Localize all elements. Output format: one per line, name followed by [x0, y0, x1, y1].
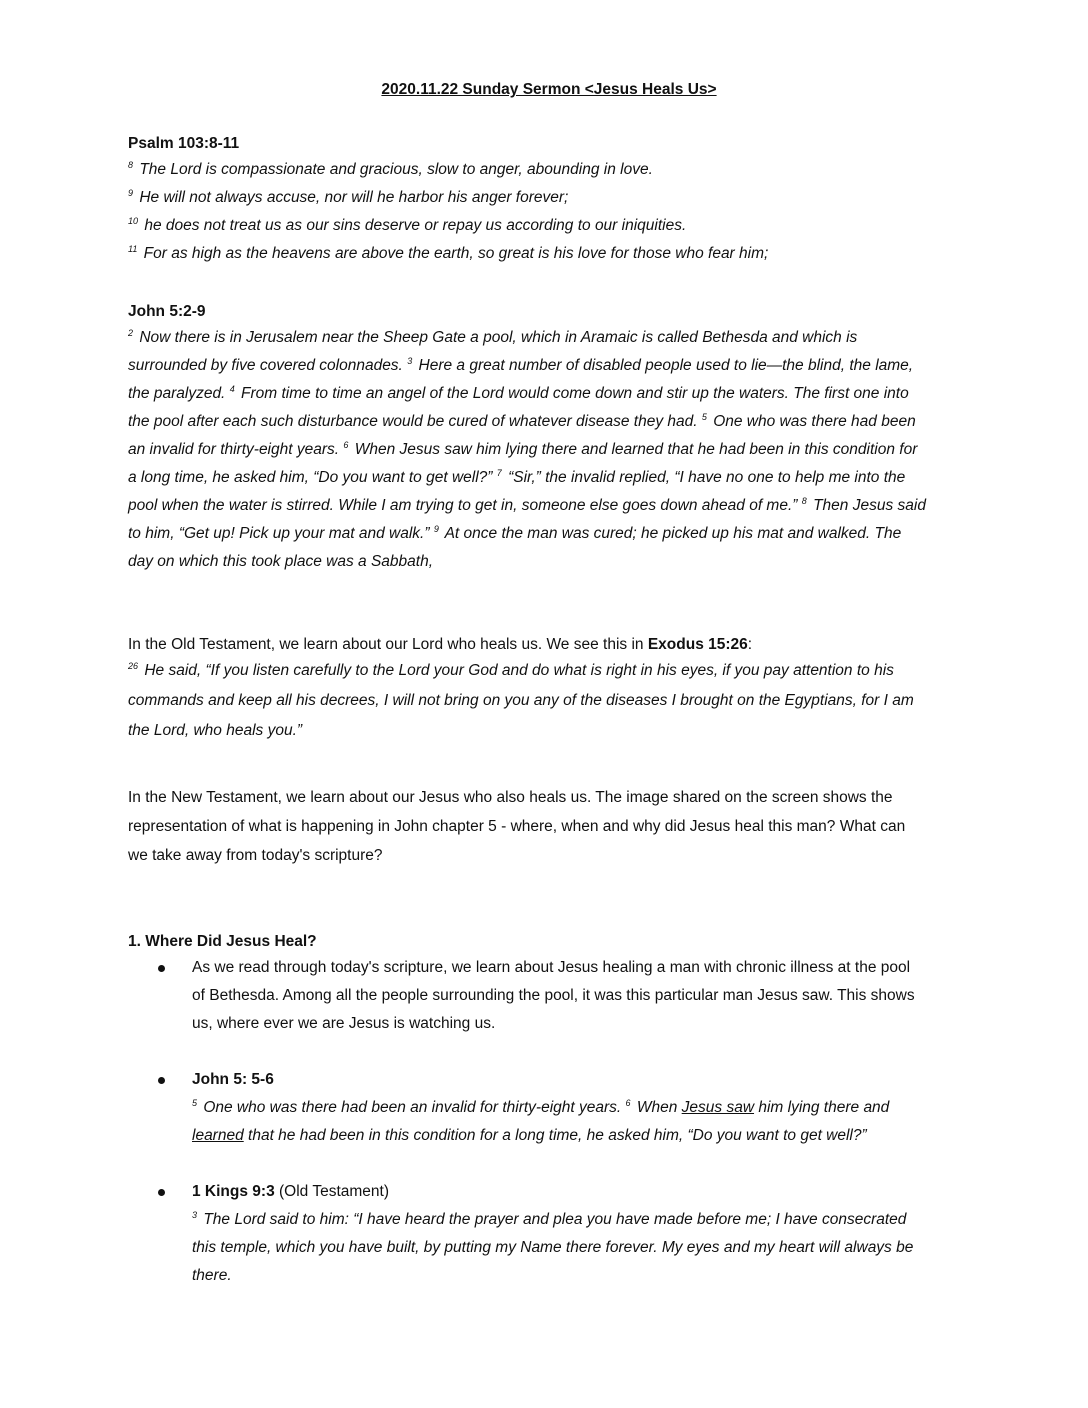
bullet-dot-icon	[158, 965, 165, 972]
verse-line	[128, 156, 958, 184]
psalm-passage	[128, 134, 958, 268]
bullet-line: As we read through today's scripture, we learn about Jesus healing a man with chronic illness at the pool	[192, 959, 911, 976]
exodus-line	[128, 656, 958, 686]
passage-text: When Jesus saw him lying there and learned that he had been in this condition for	[354, 441, 918, 458]
bullet-item	[128, 954, 958, 1038]
verse-number: 2	[128, 328, 134, 338]
bullet-reference-line	[192, 1178, 958, 1206]
passage-text: At once the man was cured; he picked up his mat and walked. The	[444, 525, 902, 542]
verse-number: 10	[128, 216, 139, 226]
bullet-dot-icon	[158, 1189, 165, 1196]
verse-text: that he had been in this condition for a long time, he asked him, “Do you want to get well?”	[243, 1127, 867, 1144]
passage-line	[128, 436, 958, 464]
old-testament-section	[128, 635, 958, 746]
passage-text: From time to time an angel of the Lord would come down and stir up the waters. The first one into	[241, 385, 909, 402]
verse-number: 6	[343, 440, 349, 450]
passage-text: surrounded by five covered colonnades.	[128, 357, 403, 374]
verse-number: 7	[496, 468, 502, 478]
passage-text: to him, “Get up! Pick up your mat and walk.”	[128, 525, 430, 542]
passage-text: a long time, he asked him, “Do you want to get well?”	[128, 469, 493, 486]
passage-line	[128, 548, 958, 576]
passage-text: Then Jesus said	[813, 497, 926, 514]
bullet-line: us, where ever we are Jesus is watching us.	[192, 1015, 496, 1032]
reference-note: (Old Testament)	[274, 1183, 389, 1200]
nt-intro-line: representation of what is happening in John chapter 5 - where, when and why did Jesus heal this man? What can	[128, 818, 906, 835]
passage-text: the pool after each such disturbance would be cured of whatever disease they had.	[128, 413, 698, 430]
verse-number: 9	[128, 188, 134, 198]
verse-text: When	[636, 1099, 682, 1116]
verse-number: 11	[128, 244, 138, 254]
verse-number: 3	[407, 356, 413, 366]
verse-number: 3	[192, 1210, 198, 1220]
verse-number: 6	[625, 1098, 631, 1108]
exodus-text: commands and keep all his decrees, I will not bring on you any of the diseases I brought on the Egyptians, for I am	[128, 692, 914, 709]
passage-line	[128, 324, 958, 352]
underlined-text: learned	[192, 1127, 244, 1144]
passage-line	[128, 380, 958, 408]
passage-line	[128, 408, 958, 436]
verse-number: 4	[229, 384, 235, 394]
ot-intro-punct: :	[747, 636, 753, 653]
exodus-line	[128, 716, 958, 746]
passage-line	[128, 520, 958, 548]
passage-text: “Sir,” the invalid replied, “I have no one to help me into the	[508, 469, 906, 486]
exodus-text: He said, “If you listen carefully to the Lord your God and do what is right in his eyes, if you pay attention to his	[144, 662, 894, 679]
verse-number: 26	[128, 661, 139, 671]
bullet-reference: John 5: 5-6	[192, 1071, 274, 1088]
verse-text: he does not treat us as our sins deserve or repay us according to our iniquities.	[144, 217, 687, 234]
passage-text: the paralyzed.	[128, 385, 226, 402]
bullet-verse-line: there.	[192, 1267, 232, 1284]
ot-intro-text: In the Old Testament, we learn about our Lord who heals us. We see this in	[128, 636, 648, 653]
sermon-title: 2020.11.22 Sunday Sermon <Jesus Heals Us>	[381, 81, 717, 98]
passage-text: Now there is in Jerusalem near the Sheep Gate a pool, which in Aramaic is called Bethesda and which is	[139, 329, 858, 346]
verse-text: The Lord is compassionate and gracious, slow to anger, abounding in love.	[139, 161, 653, 178]
verse-text: One who was there had been an invalid for thirty-eight years.	[203, 1099, 622, 1116]
bullet-item	[128, 1178, 958, 1290]
nt-intro-line: we take away from today's scripture?	[128, 847, 383, 864]
new-testament-paragraph	[128, 783, 958, 870]
verse-number: 8	[801, 496, 807, 506]
verse-text: He will not always accuse, nor will he harbor his anger forever;	[139, 189, 569, 206]
john-passage	[128, 302, 958, 576]
passage-text: day on which this took place was a Sabbath,	[128, 553, 434, 570]
exodus-line	[128, 686, 958, 716]
nt-intro-line: In the New Testament, we learn about our Jesus who also heals us. The image shared on the screen shows the	[128, 789, 893, 806]
verse-number: 5	[701, 412, 707, 422]
verse-number: 9	[433, 524, 439, 534]
passage-line	[128, 464, 958, 492]
passage-text: an invalid for thirty-eight years.	[128, 441, 340, 458]
bullet-verse-line	[192, 1206, 958, 1234]
bullet-item	[128, 1066, 958, 1150]
ot-intro-paragraph	[128, 635, 958, 655]
bullet-dot-icon	[158, 1077, 165, 1084]
verse-line	[128, 184, 958, 212]
verse-text: For as high as the heavens are above the earth, so great is his love for those who fear him;	[143, 245, 769, 262]
verse-line	[128, 212, 958, 240]
passage-text: One who was there had been	[713, 413, 916, 430]
kings-reference: 1 Kings 9:3	[192, 1183, 275, 1200]
document-page	[128, 72, 958, 1284]
underlined-text: Jesus saw	[681, 1099, 755, 1116]
verse-number: 5	[192, 1098, 198, 1108]
passage-line	[128, 492, 958, 520]
bullet-verse-line	[192, 1094, 958, 1122]
verse-number: 8	[128, 160, 134, 170]
passage-text: pool when the water is stirred. While I am trying to get in, someone else goes down ahead of me.”	[128, 497, 798, 514]
bullet-verse-line: this temple, which you have built, by putting my Name there forever. My eyes and my heart will always be	[192, 1239, 914, 1256]
passage-text: Here a great number of disabled people used to lie—the blind, the lame,	[418, 357, 914, 374]
verse-text: him lying there and	[754, 1099, 890, 1116]
section-heading: 1. Where Did Jesus Heal?	[128, 933, 317, 950]
john-reference: John 5:2-9	[128, 303, 206, 320]
psalm-reference: Psalm 103:8-11	[128, 135, 240, 152]
verse-line	[128, 240, 958, 268]
exodus-reference: Exodus 15:26	[647, 636, 748, 653]
passage-line	[128, 352, 958, 380]
verse-text: The Lord said to him: “I have heard the prayer and plea you have made before me; I have consecrated	[203, 1211, 907, 1228]
bullet-line: of Bethesda. Among all the people surrounding the pool, it was this particular man Jesus saw. This shows	[192, 987, 915, 1004]
exodus-text: the Lord, who heals you.”	[128, 722, 303, 739]
bullet-verse-line	[192, 1122, 958, 1150]
